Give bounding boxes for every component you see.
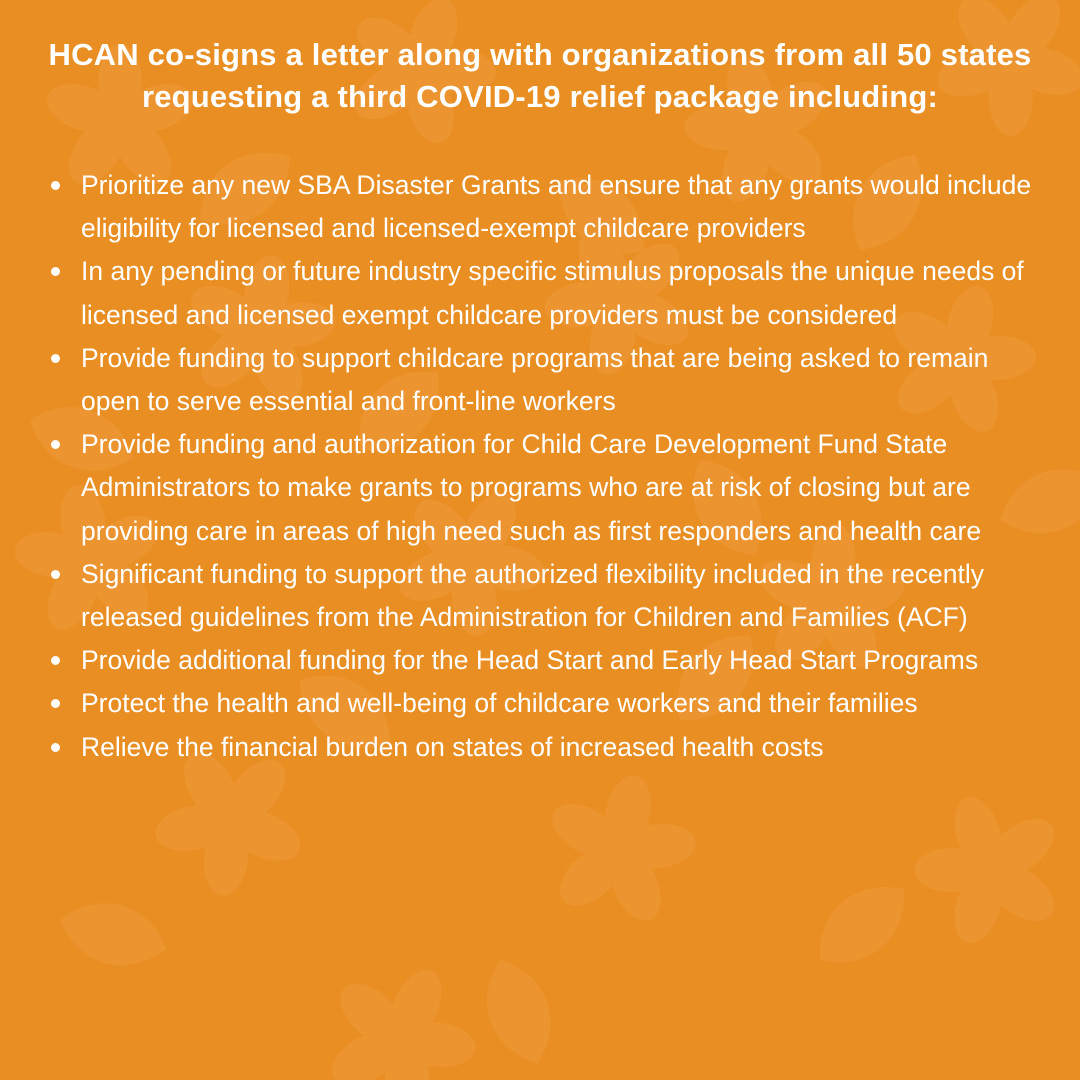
bullet-icon [51, 570, 60, 579]
bullet-icon [51, 354, 60, 363]
list-item [81, 250, 1051, 336]
list-item [81, 337, 1051, 423]
list-item-text: Protect the health and well-being of childcare workers and their families [81, 688, 918, 719]
list-item [81, 639, 1051, 682]
list-item [81, 164, 1051, 250]
request-list [81, 164, 1051, 769]
bullet-icon [51, 181, 60, 190]
list-item-text: Significant funding to support the authorized flexibility included in the recently released guidelines from the Administration for Children and Families (ACF) [81, 558, 985, 633]
list-item-text: Provide funding to support childcare programs that are being asked to remain open to serve essential and front-line workers [81, 342, 989, 417]
bullet-icon [51, 440, 60, 449]
list-item-text: Provide funding and authorization for Child Care Development Fund State Administrators to make grants to programs who are at risk of closing but are providing care in areas of high need such as first responders and health care [81, 429, 982, 546]
list-item [81, 423, 1051, 553]
list-item [81, 726, 1051, 769]
bullet-icon [51, 743, 60, 752]
list-item-text: In any pending or future industry specific stimulus proposals the unique needs of licensed and licensed exempt childcare providers must be considered [81, 256, 1024, 330]
post-title: HCAN co-signs a letter along with organizations from all 50 states requesting a third COVID-19 relief package including: [48, 37, 1032, 114]
list-item [81, 553, 1051, 639]
bullet-icon [51, 656, 60, 665]
bullet-icon [51, 267, 60, 276]
list-item-text: Provide additional funding for the Head Start and Early Head Start Programs [81, 645, 979, 676]
bullet-icon [51, 699, 60, 708]
list-item-text: Prioritize any new SBA Disaster Grants and ensure that any grants would include eligibility for licensed and licensed-exempt childcare providers [81, 170, 1032, 244]
list-item [81, 682, 1051, 725]
list-item-text: Relieve the financial burden on states of increased health costs [81, 731, 824, 762]
